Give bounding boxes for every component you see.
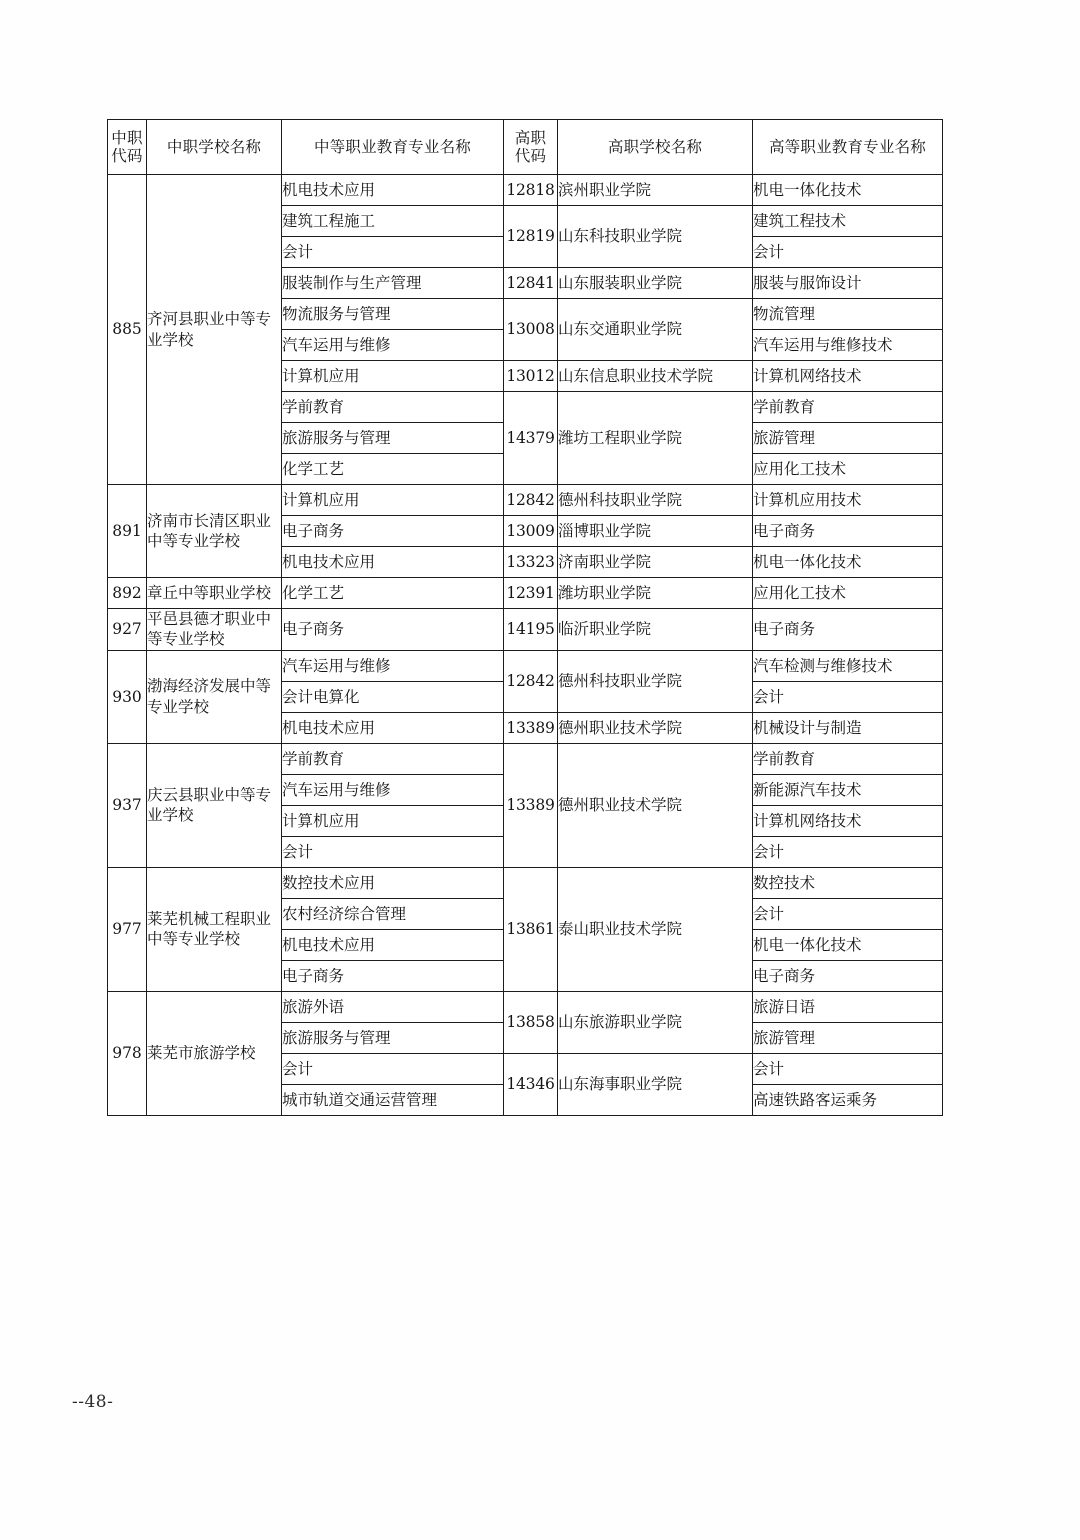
table-row bbox=[108, 867, 943, 898]
college-name: 潍坊工程职业学院 bbox=[558, 392, 753, 485]
college-code: 13323 bbox=[504, 547, 558, 578]
vocational-major-name: 计算机应用 bbox=[282, 361, 504, 392]
vocational-school-name: 庆云县职业中等专业学校 bbox=[147, 743, 282, 867]
vocational-major-name: 化学工艺 bbox=[282, 578, 504, 609]
column-header-4 bbox=[504, 120, 558, 175]
vocational-major-name: 机电技术应用 bbox=[282, 175, 504, 206]
college-code: 13861 bbox=[504, 867, 558, 991]
vocational-school-code: 892 bbox=[108, 578, 147, 609]
college-code: 12818 bbox=[504, 175, 558, 206]
college-code: 14195 bbox=[504, 609, 558, 651]
college-major-name: 计算机网络技术 bbox=[753, 361, 943, 392]
vocational-school-name: 章丘中等职业学校 bbox=[147, 578, 282, 609]
college-major-name: 会计 bbox=[753, 898, 943, 929]
college-major-name: 数控技术 bbox=[753, 867, 943, 898]
table-row bbox=[108, 578, 943, 609]
college-name: 德州科技职业学院 bbox=[558, 650, 753, 712]
vocational-major-name: 机电技术应用 bbox=[282, 547, 504, 578]
college-name: 临沂职业学院 bbox=[558, 609, 753, 651]
vocational-school-name: 齐河县职业中等专业学校 bbox=[147, 175, 282, 485]
vocational-major-name: 会计 bbox=[282, 836, 504, 867]
vocational-major-name: 汽车运用与维修 bbox=[282, 330, 504, 361]
vocational-major-name: 建筑工程施工 bbox=[282, 206, 504, 237]
college-code: 14346 bbox=[504, 1053, 558, 1115]
column-header-line2: 代码 bbox=[514, 147, 547, 165]
column-header-line1: 高职 bbox=[514, 128, 547, 147]
column-header-line2: 代码 bbox=[111, 147, 143, 165]
vocational-major-name: 会计电算化 bbox=[282, 681, 504, 712]
college-name: 山东旅游职业学院 bbox=[558, 991, 753, 1053]
college-major-name: 服装与服饰设计 bbox=[753, 268, 943, 299]
college-major-name: 会计 bbox=[753, 1053, 943, 1084]
page-number: --48- bbox=[72, 1392, 114, 1412]
vocational-major-name: 城市轨道交通运营管理 bbox=[282, 1084, 504, 1115]
vocational-school-name: 济南市长清区职业中等专业学校 bbox=[147, 485, 282, 578]
college-major-name: 会计 bbox=[753, 237, 943, 268]
column-header-line1: 中职 bbox=[111, 128, 143, 147]
vocational-school-code: 891 bbox=[108, 485, 147, 578]
vocational-major-name: 旅游外语 bbox=[282, 991, 504, 1022]
college-major-name: 旅游管理 bbox=[753, 423, 943, 454]
college-major-name: 新能源汽车技术 bbox=[753, 774, 943, 805]
vocational-school-name: 莱芜机械工程职业中等专业学校 bbox=[147, 867, 282, 991]
column-header-2 bbox=[147, 120, 282, 175]
college-major-name: 计算机应用技术 bbox=[753, 485, 943, 516]
table-row bbox=[108, 609, 943, 651]
college-major-name: 旅游日语 bbox=[753, 991, 943, 1022]
vocational-school-code: 930 bbox=[108, 650, 147, 743]
vocational-major-name: 机电技术应用 bbox=[282, 929, 504, 960]
college-major-name: 机械设计与制造 bbox=[753, 712, 943, 743]
college-major-name: 电子商务 bbox=[753, 609, 943, 651]
column-header-6 bbox=[753, 120, 943, 175]
table-body bbox=[108, 175, 943, 1116]
table-row bbox=[108, 991, 943, 1022]
vocational-major-name: 旅游服务与管理 bbox=[282, 423, 504, 454]
column-header-5 bbox=[558, 120, 753, 175]
table-row bbox=[108, 743, 943, 774]
college-major-name: 汽车检测与维修技术 bbox=[753, 650, 943, 681]
college-major-name: 电子商务 bbox=[753, 516, 943, 547]
vocational-major-name: 汽车运用与维修 bbox=[282, 774, 504, 805]
college-major-name: 汽车运用与维修技术 bbox=[753, 330, 943, 361]
college-code: 12819 bbox=[504, 206, 558, 268]
college-code: 13858 bbox=[504, 991, 558, 1053]
college-code: 13008 bbox=[504, 299, 558, 361]
college-code: 13009 bbox=[504, 516, 558, 547]
college-name: 滨州职业学院 bbox=[558, 175, 753, 206]
vocational-major-name: 电子商务 bbox=[282, 516, 504, 547]
college-major-name: 机电一体化技术 bbox=[753, 929, 943, 960]
college-major-name: 机电一体化技术 bbox=[753, 547, 943, 578]
college-name: 山东信息职业技术学院 bbox=[558, 361, 753, 392]
college-name: 淄博职业学院 bbox=[558, 516, 753, 547]
college-name: 潍坊职业学院 bbox=[558, 578, 753, 609]
table-header bbox=[108, 120, 943, 175]
articulation-table bbox=[107, 119, 943, 1116]
table-row bbox=[108, 175, 943, 206]
college-major-name: 机电一体化技术 bbox=[753, 175, 943, 206]
college-code: 14379 bbox=[504, 392, 558, 485]
vocational-major-name: 计算机应用 bbox=[282, 485, 504, 516]
articulation-table-container bbox=[107, 119, 942, 1116]
vocational-school-code: 885 bbox=[108, 175, 147, 485]
college-major-name: 学前教育 bbox=[753, 392, 943, 423]
college-name: 山东服装职业学院 bbox=[558, 268, 753, 299]
college-name: 山东交通职业学院 bbox=[558, 299, 753, 361]
college-code: 12841 bbox=[504, 268, 558, 299]
college-major-name: 电子商务 bbox=[753, 960, 943, 991]
vocational-school-code: 937 bbox=[108, 743, 147, 867]
vocational-school-code: 978 bbox=[108, 991, 147, 1115]
vocational-major-name: 电子商务 bbox=[282, 609, 504, 651]
college-name: 山东海事职业学院 bbox=[558, 1053, 753, 1115]
vocational-major-name: 数控技术应用 bbox=[282, 867, 504, 898]
vocational-major-name: 学前教育 bbox=[282, 743, 504, 774]
table-row bbox=[108, 485, 943, 516]
vocational-major-name: 旅游服务与管理 bbox=[282, 1022, 504, 1053]
vocational-major-name: 学前教育 bbox=[282, 392, 504, 423]
college-major-name: 学前教育 bbox=[753, 743, 943, 774]
vocational-major-name: 机电技术应用 bbox=[282, 712, 504, 743]
vocational-major-name: 汽车运用与维修 bbox=[282, 650, 504, 681]
college-major-name: 会计 bbox=[753, 681, 943, 712]
college-code: 13389 bbox=[504, 712, 558, 743]
college-code: 12391 bbox=[504, 578, 558, 609]
vocational-major-name: 计算机应用 bbox=[282, 805, 504, 836]
college-name: 济南职业学院 bbox=[558, 547, 753, 578]
column-header-line1: 高职学校名称 bbox=[607, 137, 703, 156]
header-row bbox=[108, 120, 943, 175]
college-code: 12842 bbox=[504, 650, 558, 712]
table-row bbox=[108, 650, 943, 681]
column-header-1 bbox=[108, 120, 147, 175]
college-major-name: 会计 bbox=[753, 836, 943, 867]
college-major-name: 旅游管理 bbox=[753, 1022, 943, 1053]
college-name: 德州职业技术学院 bbox=[558, 743, 753, 867]
vocational-school-code: 927 bbox=[108, 609, 147, 651]
vocational-school-name: 莱芜市旅游学校 bbox=[147, 991, 282, 1115]
college-name: 泰山职业技术学院 bbox=[558, 867, 753, 991]
college-name: 德州职业技术学院 bbox=[558, 712, 753, 743]
college-code: 12842 bbox=[504, 485, 558, 516]
column-header-3 bbox=[282, 120, 504, 175]
college-major-name: 物流管理 bbox=[753, 299, 943, 330]
college-major-name: 计算机网络技术 bbox=[753, 805, 943, 836]
college-major-name: 应用化工技术 bbox=[753, 578, 943, 609]
college-major-name: 应用化工技术 bbox=[753, 454, 943, 485]
vocational-school-name: 渤海经济发展中等专业学校 bbox=[147, 650, 282, 743]
college-major-name: 高速铁路客运乘务 bbox=[753, 1084, 943, 1115]
college-name: 山东科技职业学院 bbox=[558, 206, 753, 268]
vocational-major-name: 物流服务与管理 bbox=[282, 299, 504, 330]
vocational-major-name: 会计 bbox=[282, 1053, 504, 1084]
vocational-major-name: 电子商务 bbox=[282, 960, 504, 991]
college-major-name: 建筑工程技术 bbox=[753, 206, 943, 237]
college-name: 德州科技职业学院 bbox=[558, 485, 753, 516]
column-header-line1: 高等职业教育专业名称 bbox=[768, 137, 926, 156]
vocational-school-code: 977 bbox=[108, 867, 147, 991]
college-code: 13389 bbox=[504, 743, 558, 867]
column-header-line1: 中等职业教育专业名称 bbox=[313, 137, 471, 156]
college-code: 13012 bbox=[504, 361, 558, 392]
vocational-major-name: 农村经济综合管理 bbox=[282, 898, 504, 929]
column-header-line1: 中职学校名称 bbox=[166, 137, 262, 156]
vocational-major-name: 服装制作与生产管理 bbox=[282, 268, 504, 299]
vocational-school-name: 平邑县德才职业中等专业学校 bbox=[147, 609, 282, 651]
vocational-major-name: 化学工艺 bbox=[282, 454, 504, 485]
vocational-major-name: 会计 bbox=[282, 237, 504, 268]
